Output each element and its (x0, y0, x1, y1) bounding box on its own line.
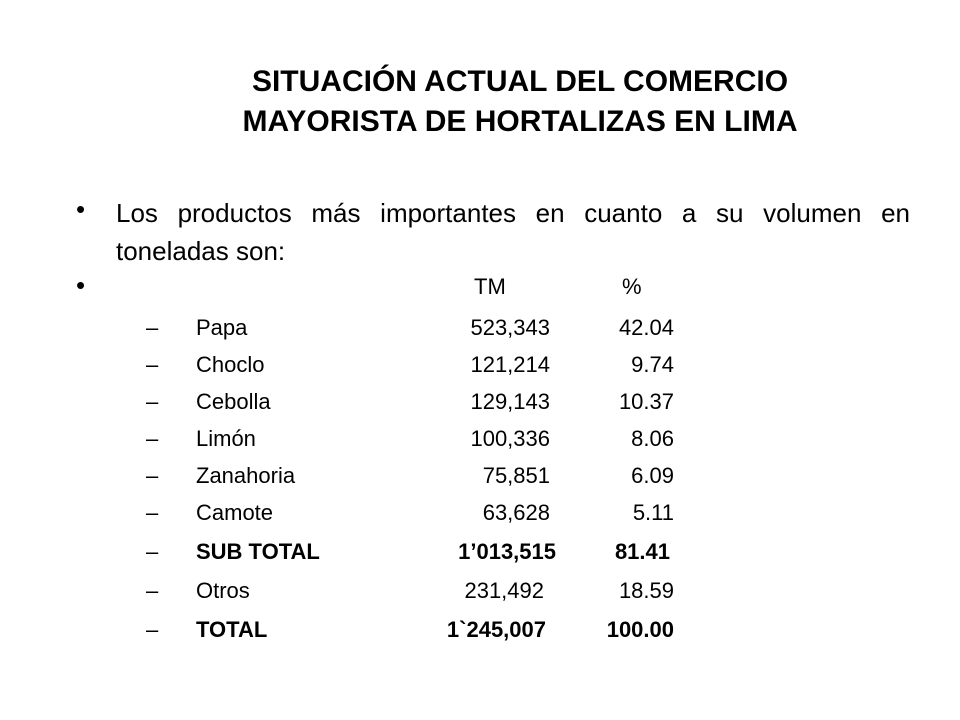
product-name: Limón (196, 426, 256, 451)
bullet-intro: • (76, 194, 86, 224)
dash-marker: – (146, 315, 159, 340)
dash-marker: – (146, 463, 159, 488)
product-pct: 100.00 (606, 617, 674, 642)
header-pct: % (622, 274, 642, 299)
product-pct: 10.37 (618, 389, 674, 414)
table-row (0, 389, 960, 425)
product-pct: 8.06 (631, 426, 674, 451)
dash-marker: – (146, 617, 159, 642)
product-name: Zanahoria (196, 463, 296, 488)
product-pct: 5.11 (632, 500, 674, 525)
product-tm: 129,143 (470, 389, 550, 414)
product-tm: 63,628 (482, 500, 550, 525)
product-pct: 9.74 (631, 352, 674, 377)
product-pct: 81.41 (614, 539, 670, 564)
product-tm: 231,492 (464, 578, 544, 603)
table-row-total (0, 617, 960, 653)
table-row (0, 463, 960, 499)
product-name: SUB TOTAL (196, 539, 320, 564)
dash-marker: – (146, 500, 159, 525)
table-row (0, 352, 960, 388)
bullet-table: • (76, 270, 86, 300)
page-title (120, 62, 920, 142)
dash-marker: – (146, 539, 159, 564)
title-line-2: MAYORISTA DE HORTALIZAS EN LIMA (242, 105, 798, 138)
product-tm: 1`245,007 (446, 617, 546, 642)
product-name: Cebolla (196, 389, 271, 414)
product-tm: 523,343 (470, 315, 550, 340)
product-tm: 1’013,515 (458, 539, 556, 564)
dash-marker: – (146, 352, 159, 377)
product-tm: 121,214 (470, 352, 550, 377)
table-row (0, 500, 960, 536)
header-tm: TM (474, 274, 506, 299)
table-row (0, 578, 960, 614)
product-tm: 100,336 (470, 426, 550, 451)
title-line-1: SITUACIÓN ACTUAL DEL COMERCIO (251, 65, 789, 98)
product-pct: 18.59 (618, 578, 674, 603)
product-pct: 42.04 (618, 315, 674, 340)
dash-marker: – (146, 426, 159, 451)
dash-marker: – (146, 578, 159, 603)
dash-marker: – (146, 389, 159, 414)
table-row-subtotal (0, 539, 960, 575)
product-name: Camote (196, 500, 274, 525)
table-row (0, 315, 960, 351)
product-name: TOTAL (196, 617, 268, 642)
product-name: Choclo (196, 352, 265, 377)
product-name: Papa (196, 315, 248, 340)
table-row (0, 426, 960, 462)
product-name: Otros (196, 578, 250, 603)
intro-text: Los productos más importantes en cuanto a su volumen en toneladas son: (116, 198, 910, 266)
product-tm: 75,851 (482, 463, 550, 488)
product-pct: 6.09 (631, 463, 674, 488)
